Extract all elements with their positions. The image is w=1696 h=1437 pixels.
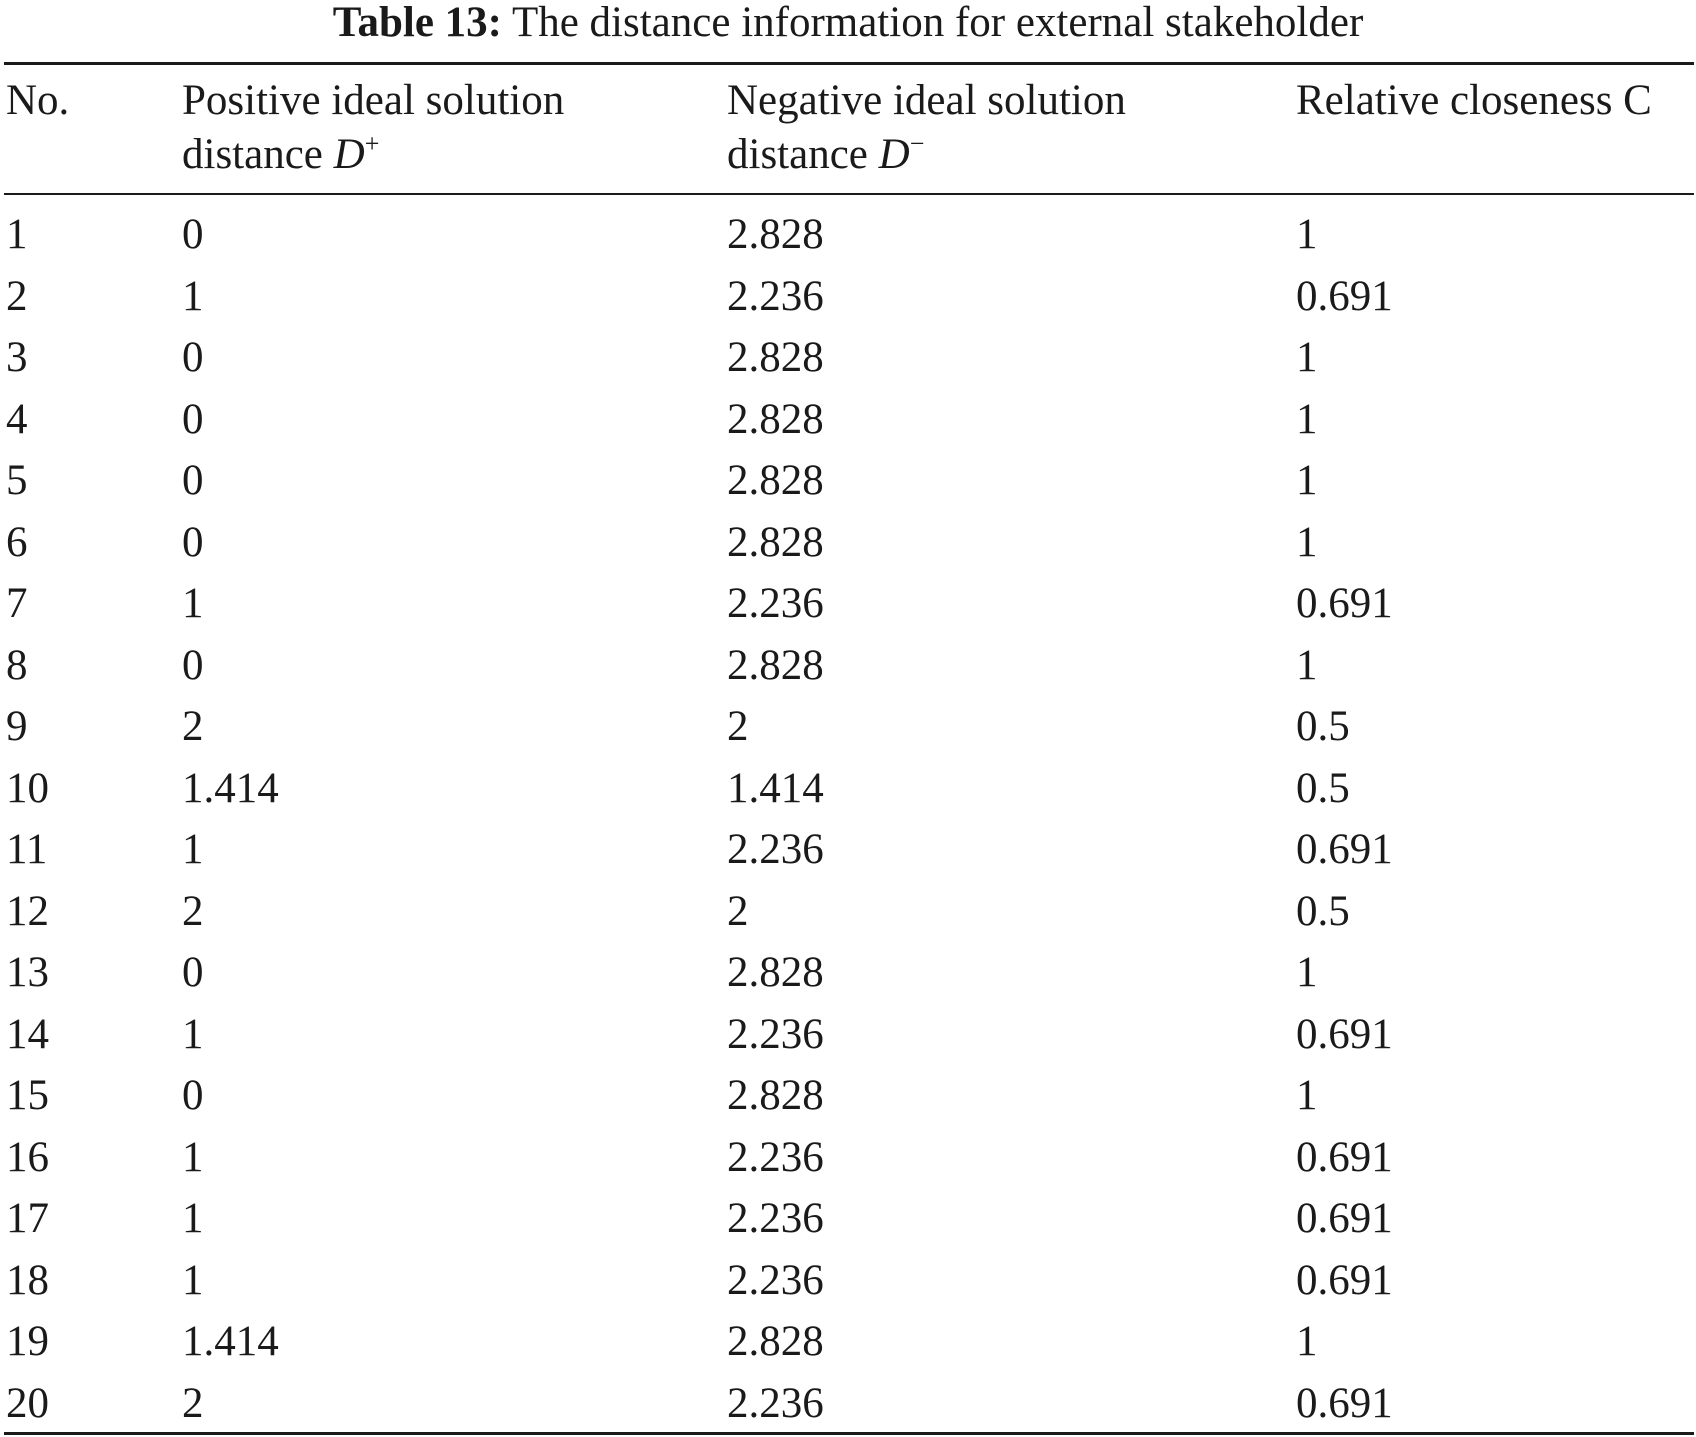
cell-relative-closeness: 1 [1296,395,1318,443]
cell-negative-distance: 2.828 [727,1318,824,1365]
cell-negative-distance: 2.236 [727,272,824,320]
header-negative-word: distance [727,131,879,178]
table-row [0,819,1696,881]
cell-positive-distance: 1 [182,1195,204,1242]
cell-relative-closeness: 1 [1296,518,1318,566]
cell-relative-closeness: 1 [1296,949,1318,996]
cell-positive-distance: 1 [182,1256,204,1304]
cell-no: 6 [6,518,28,566]
table-row [0,1004,1696,1066]
table-row [0,512,1696,574]
cell-no: 4 [6,395,28,443]
cell-negative-distance: 2.828 [727,334,824,381]
cell-positive-distance: 0 [182,641,204,689]
cell-negative-distance: 2.236 [727,826,824,873]
cell-relative-closeness: 0.5 [1296,764,1350,812]
cell-negative-distance: 2.828 [727,395,824,443]
table-row [0,942,1696,1004]
table-row [0,1311,1696,1373]
table-row [0,450,1696,512]
table-row [0,573,1696,635]
cell-no: 3 [6,334,28,381]
table-row [0,635,1696,697]
header-positive-symbol: D [333,131,365,178]
header-positive-sup: + [364,129,380,158]
cell-no: 18 [6,1256,49,1304]
cell-positive-distance: 2 [182,703,204,750]
cell-positive-distance: 1.414 [182,1318,279,1365]
cell-no: 9 [6,703,28,750]
cell-positive-distance: 2 [182,1379,204,1427]
table-row [0,1065,1696,1127]
cell-positive-distance: 0 [182,395,204,443]
cell-positive-distance: 0 [182,518,204,566]
cell-positive-distance: 1 [182,826,204,873]
cell-negative-distance: 2.828 [727,641,824,689]
cell-negative-distance: 2.236 [727,1133,824,1181]
header-positive-line1: Positive ideal solution [182,77,565,124]
cell-relative-closeness: 0.691 [1296,1010,1393,1058]
cell-positive-distance: 0 [182,334,204,381]
table-row [0,1250,1696,1312]
cell-no: 15 [6,1072,49,1119]
table-top-rule [4,62,1694,65]
cell-no: 10 [6,764,49,812]
cell-no: 1 [6,211,28,258]
cell-no: 13 [6,949,49,996]
header-no-label: No. [6,77,70,124]
cell-negative-distance: 2.828 [727,457,824,504]
table-row [0,881,1696,943]
cell-relative-closeness: 0.5 [1296,703,1350,750]
table-row [0,1127,1696,1189]
table-body [0,204,1696,1434]
table-row [0,327,1696,389]
table-bottom-rule [4,1432,1694,1435]
header-positive-distance [182,74,564,186]
cell-positive-distance: 0 [182,211,204,258]
cell-no: 5 [6,457,28,504]
cell-no: 17 [6,1195,49,1242]
cell-negative-distance: 2.828 [727,949,824,996]
cell-positive-distance: 1 [182,580,204,627]
cell-positive-distance: 1.414 [182,764,279,812]
header-no [6,74,69,186]
cell-no: 14 [6,1010,49,1058]
cell-relative-closeness: 0.5 [1296,887,1350,935]
cell-relative-closeness: 1 [1296,641,1318,689]
cell-no: 11 [6,826,48,873]
cell-negative-distance: 2.236 [727,1379,824,1427]
cell-negative-distance: 2.828 [727,211,824,258]
header-positive-line2 [182,128,564,187]
cell-relative-closeness: 1 [1296,211,1318,258]
header-relative-label: Relative closeness C [1296,77,1652,124]
cell-relative-closeness: 0.691 [1296,1256,1393,1304]
table-row [0,204,1696,266]
table-header-rule [4,193,1694,195]
cell-no: 19 [6,1318,49,1365]
header-positive-word: distance [182,131,334,178]
cell-negative-distance: 2 [727,887,749,935]
header-negative-symbol: D [878,131,910,178]
cell-positive-distance: 2 [182,887,204,935]
table-caption-label: Table 13: [332,0,502,46]
cell-relative-closeness: 0.691 [1296,580,1393,627]
cell-positive-distance: 0 [182,949,204,996]
cell-negative-distance: 1.414 [727,764,824,812]
table-row [0,266,1696,328]
header-negative-line2 [727,128,1126,187]
cell-relative-closeness: 1 [1296,1072,1318,1119]
cell-no: 20 [6,1379,49,1427]
cell-negative-distance: 2.236 [727,1195,824,1242]
table-caption-text: The distance information for external stakeholder [511,0,1364,46]
cell-no: 7 [6,580,28,627]
cell-relative-closeness: 1 [1296,457,1318,504]
cell-no: 12 [6,887,49,935]
header-negative-sup: − [909,129,925,158]
cell-positive-distance: 1 [182,272,204,320]
cell-negative-distance: 2.236 [727,580,824,627]
cell-relative-closeness: 0.691 [1296,1379,1393,1427]
table-row [0,1373,1696,1435]
header-negative-line1: Negative ideal solution [727,77,1126,124]
header-relative-closeness [1296,74,1652,186]
table-row [0,696,1696,758]
cell-negative-distance: 2.236 [727,1010,824,1058]
cell-relative-closeness: 0.691 [1296,1195,1393,1242]
cell-negative-distance: 2.828 [727,518,824,566]
cell-relative-closeness: 1 [1296,334,1318,381]
cell-no: 16 [6,1133,49,1181]
table-row [0,758,1696,820]
cell-positive-distance: 0 [182,457,204,504]
cell-no: 2 [6,272,28,320]
cell-relative-closeness: 0.691 [1296,272,1393,320]
cell-negative-distance: 2.236 [727,1256,824,1304]
cell-positive-distance: 1 [182,1010,204,1058]
cell-positive-distance: 1 [182,1133,204,1181]
header-negative-distance [727,74,1126,186]
cell-relative-closeness: 0.691 [1296,826,1393,873]
cell-no: 8 [6,641,28,689]
cell-negative-distance: 2 [727,703,749,750]
table-caption [0,0,1696,48]
cell-negative-distance: 2.828 [727,1072,824,1119]
cell-positive-distance: 0 [182,1072,204,1119]
cell-relative-closeness: 1 [1296,1318,1318,1365]
table-row [0,1188,1696,1250]
table-row [0,389,1696,451]
cell-relative-closeness: 0.691 [1296,1133,1393,1181]
